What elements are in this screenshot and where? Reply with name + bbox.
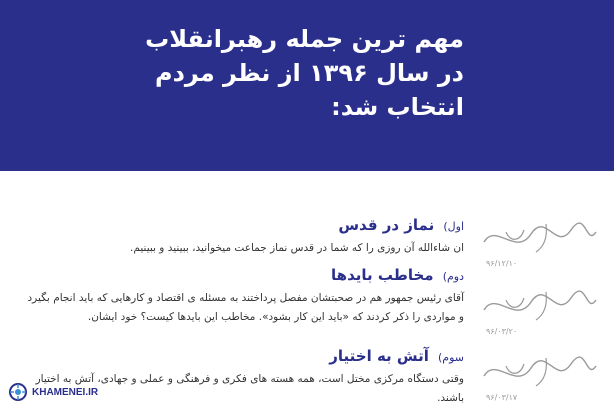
quote-title: آتش به اختیار bbox=[329, 347, 429, 365]
signature-date: ۹۶/۰۳/۲۰ bbox=[486, 327, 518, 336]
signature-icon bbox=[476, 212, 604, 270]
logo-text: KHAMENEI.IR bbox=[32, 386, 99, 398]
headline-line-2: در سال ۱۳۹۶ از نظر مردم bbox=[155, 59, 464, 87]
quote-body: وقتی دستگاه مرکزی مختل است، همه هسته های فکری و فرهنگی و عملی و جهادی، آتش به اختیار باشند. bbox=[35, 373, 464, 404]
quote-rank: دوم) bbox=[442, 270, 464, 283]
headline-line-3: انتخاب شد: bbox=[331, 93, 464, 121]
quote-title: مخاطب بایدها bbox=[331, 266, 434, 284]
khamenei-logo-icon bbox=[8, 382, 28, 402]
header-banner bbox=[0, 0, 614, 171]
signature-date: ۹۶/۱۲/۱۰ bbox=[486, 259, 518, 268]
quote-item-2 bbox=[24, 265, 464, 327]
site-logo bbox=[8, 381, 118, 403]
headline-line-1: مهم ترین جمله رهبرانقلاب bbox=[145, 25, 464, 53]
signature-date: ۹۶/۰۳/۱۷ bbox=[486, 393, 518, 402]
quote-rank: سوم) bbox=[437, 351, 464, 364]
signature-3 bbox=[476, 346, 604, 404]
signature-2 bbox=[476, 280, 604, 338]
signature-1 bbox=[476, 212, 604, 270]
signature-icon bbox=[476, 280, 604, 338]
quote-rank: اول) bbox=[443, 220, 464, 233]
quote-item-1 bbox=[24, 215, 464, 258]
headline bbox=[134, 22, 464, 124]
quote-body: آقای رئیس جمهور هم در صحبتشان مفصل پرداختند به مسئله ی اقتصاد و کارهایی که باید انجام بگیرد و مواردی را ذکر کردند که «باید این کار بشود». مخاطب این بایدها کیست؟ خود ایشان. bbox=[27, 292, 464, 323]
signature-icon bbox=[476, 346, 604, 404]
quote-body: ان شاءالله آن روزی را که شما در قدس نماز جماعت میخوانید، ببینید و ببینیم. bbox=[130, 242, 464, 254]
quote-title: نماز در قدس bbox=[338, 216, 435, 234]
